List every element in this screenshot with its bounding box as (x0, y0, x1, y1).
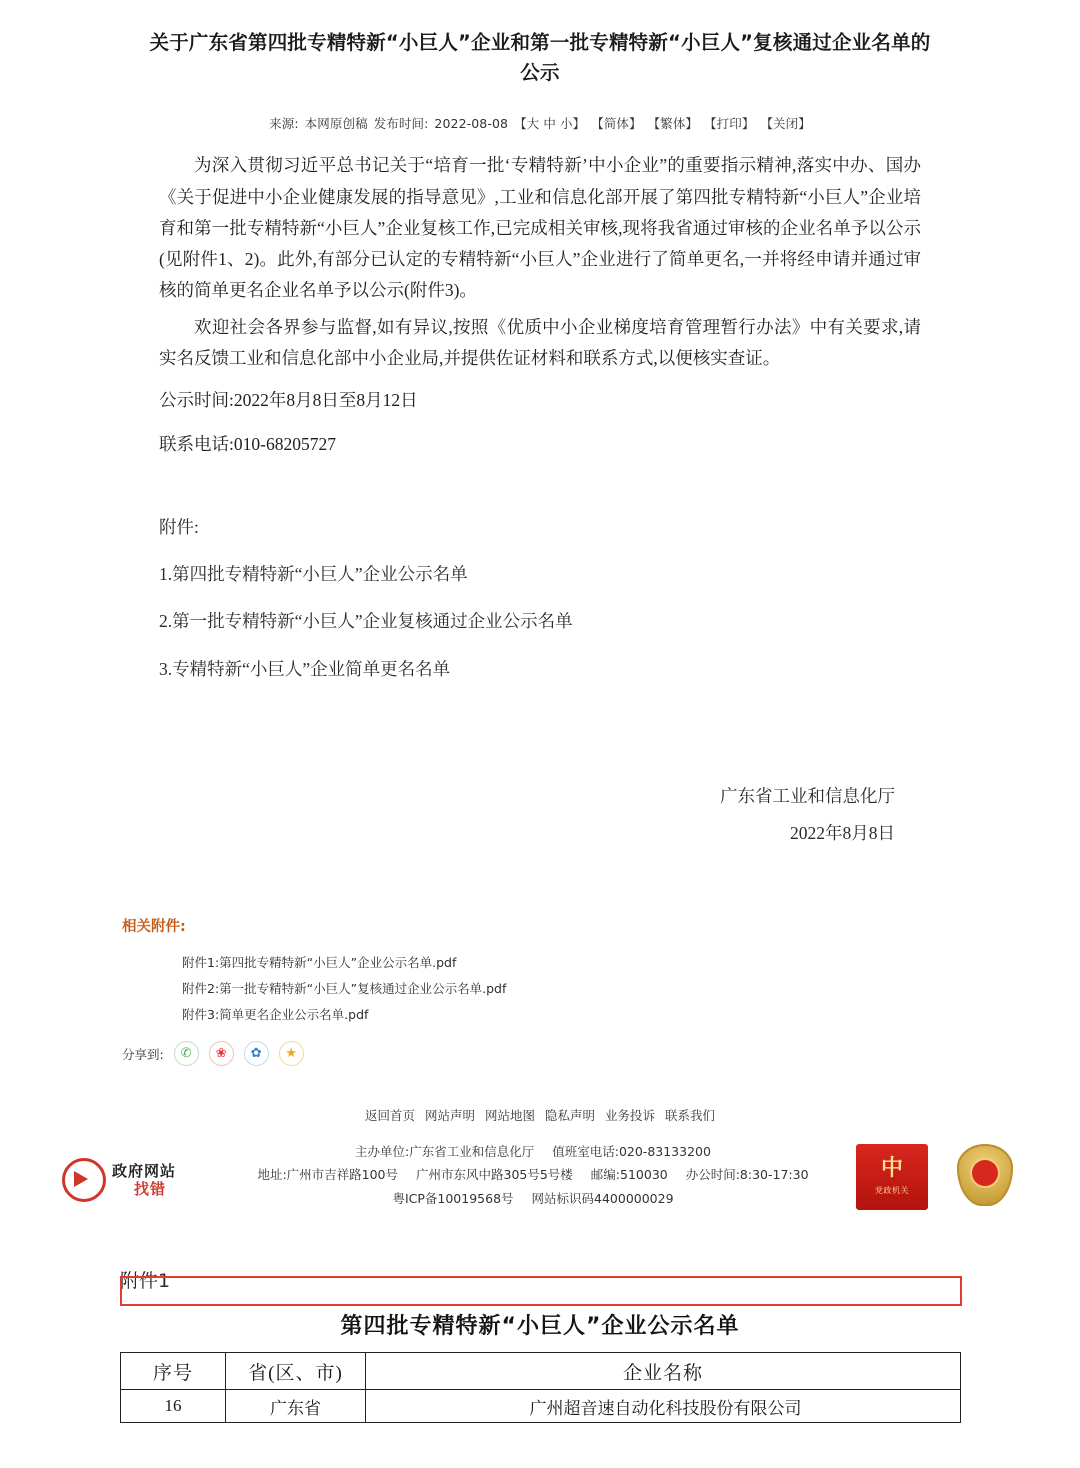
paragraph-2: 欢迎社会各界参与监督,如有异议,按照《优质中小企业梯度培育管理暂行办法》中有关要求,请实名反馈工业和信息化部中小企业局,并提供佐证材料和联系方式,以便核实查证。 (159, 317, 921, 369)
share-row (120, 1041, 960, 1066)
weibo-icon[interactable]: ❀ (209, 1041, 234, 1066)
footer-nav-home[interactable]: 返回首页 (364, 1108, 415, 1124)
related-file-link-1[interactable]: 附件1:第四批专精特新“小巨人”企业公示名单.pdf (182, 955, 457, 971)
publicity-period: 公示时间:2022年8月8日至8月12日 (159, 390, 418, 411)
document-body (159, 132, 921, 851)
meta-source-label: 来源: (269, 116, 299, 132)
cell-no: 16 (121, 1390, 226, 1423)
wechat-icon[interactable]: ✆ (174, 1041, 199, 1066)
column-header-company: 企业名称 (366, 1353, 961, 1390)
footer-nav (0, 1106, 1080, 1124)
gov-website-report-logo[interactable] (62, 1152, 182, 1208)
gov-logo-line2: 找错 (134, 1180, 167, 1199)
column-header-no: 序号 (121, 1353, 226, 1390)
simplified-link[interactable]: 【简体】 (591, 116, 642, 132)
related-attachments-list (120, 950, 960, 1027)
report-arrow-icon (62, 1158, 106, 1202)
signature-org: 广东省工业和信息化厅 (720, 785, 895, 806)
meta-publish-value: 2022-08-08 (434, 116, 509, 132)
attachment1-table (120, 1352, 961, 1423)
footer-info-block (0, 1140, 1080, 1232)
footer-icp[interactable]: 粤ICP备10019568号 (392, 1190, 514, 1206)
footer-office-hours: 办公时间:8:30-17:30 (685, 1167, 809, 1183)
meta-source-value: 本网原创稿 (304, 116, 368, 132)
attachment1-section (120, 1266, 960, 1423)
footer-row-3 (240, 1187, 840, 1210)
traditional-link[interactable]: 【繁体】 (647, 116, 699, 132)
police-shield-shape (957, 1144, 1013, 1206)
page-title: 关于广东省第四批专精特新“小巨人”企业和第一批专精特新“小巨人”复核通过企业名单的公示 (149, 31, 931, 85)
badge-red-symbol: 中 (880, 1156, 903, 1182)
police-badge-icon[interactable] (952, 1144, 1018, 1210)
paragraph-1: 为深入贯彻习近平总书记关于“培育一批‘专精特新’中小企业”的重要指示精神,落实中办、国办《关于促进中小企业健康发展的指导意见》,工业和信息化部开展了第四批专精特新“小巨人”企业培育和第一批专精特新“小巨人”企业复核工作,已完成相关审核,现将我省通过审核的企业名单予以公示(见附件1、2)。此外,有部分已认定的专精特新“小巨人”企业进行了简单更名,一并将经申请并通过审核的简单更名企业名单予以公示(附件3)。 (159, 155, 921, 300)
attachments-heading: 附件: (159, 516, 199, 537)
badge-red-subtitle: 党政机关 (875, 1186, 909, 1196)
document-page (0, 28, 1080, 1468)
font-size-control[interactable]: 【大 中 小】 (514, 116, 586, 132)
footer-duty-phone: 值班室电话:020-83133200 (552, 1144, 711, 1160)
contact-phone: 联系电话:010-68205727 (159, 433, 336, 454)
meta-publish-label: 发布时间: (373, 116, 429, 132)
attachment-list-item-3: 3.专精特新“小巨人”企业简单更名名单 (159, 658, 451, 679)
attachment1-title: 第四批专精特新“小巨人”企业公示名单 (340, 1314, 740, 1340)
footer-nav-complaint[interactable]: 业务投诉 (604, 1108, 655, 1124)
gov-logo-line1: 政府网站 (112, 1161, 177, 1180)
footer-postcode: 邮编:510030 (590, 1167, 668, 1183)
related-file-link-2[interactable]: 附件2:第一批专精特新“小巨人”复核通过企业公示名单.pdf (182, 981, 507, 997)
footer-host-unit: 主办单位:广东省工业和信息化厅 (355, 1144, 535, 1160)
footer-site-id: 网站标识码4400000029 (531, 1190, 674, 1206)
print-link[interactable]: 【打印】 (704, 116, 755, 132)
table-header-row (121, 1353, 961, 1390)
footer-nav-privacy[interactable]: 隐私声明 (544, 1108, 595, 1124)
police-shield-center (972, 1160, 998, 1186)
cell-province: 广东省 (226, 1390, 366, 1423)
footer-nav-contact[interactable]: 联系我们 (664, 1108, 715, 1124)
related-attachments-section (120, 915, 960, 1066)
document-meta (0, 114, 1080, 132)
signature-block (159, 778, 921, 852)
footer-center-info (240, 1140, 840, 1209)
footer-nav-sitemap[interactable]: 网站地图 (484, 1108, 535, 1124)
close-link[interactable]: 【关闭】 (760, 116, 811, 132)
qzone-icon[interactable]: ✿ (244, 1041, 269, 1066)
footer-nav-statement[interactable]: 网站声明 (424, 1108, 475, 1124)
footer-address-1: 地址:广州市吉祥路100号 (257, 1167, 399, 1183)
party-gov-badge-icon[interactable] (856, 1144, 928, 1210)
table-row (121, 1390, 961, 1423)
attachment1-label: 附件1 (120, 1270, 171, 1293)
favorite-icon[interactable]: ★ (279, 1041, 304, 1066)
column-header-province: 省(区、市) (226, 1353, 366, 1390)
cell-company: 广州超音速自动化科技股份有限公司 (366, 1390, 961, 1423)
attachment-list-item-1: 1.第四批专精特新“小巨人”企业公示名单 (159, 564, 468, 585)
footer-address-2: 广州市东风中路305号5号楼 (416, 1167, 573, 1183)
related-attachments-title: 相关附件: (122, 919, 186, 936)
footer-row-2 (240, 1163, 840, 1186)
signature-date: 2022年8月8日 (790, 822, 895, 843)
footer-row-1 (240, 1140, 840, 1163)
attachment-list-item-2: 2.第一批专精特新“小巨人”企业复核通过企业公示名单 (159, 611, 573, 632)
related-file-link-3[interactable]: 附件3:简单更名企业公示名单.pdf (182, 1006, 369, 1022)
share-label: 分享到: (122, 1046, 164, 1062)
